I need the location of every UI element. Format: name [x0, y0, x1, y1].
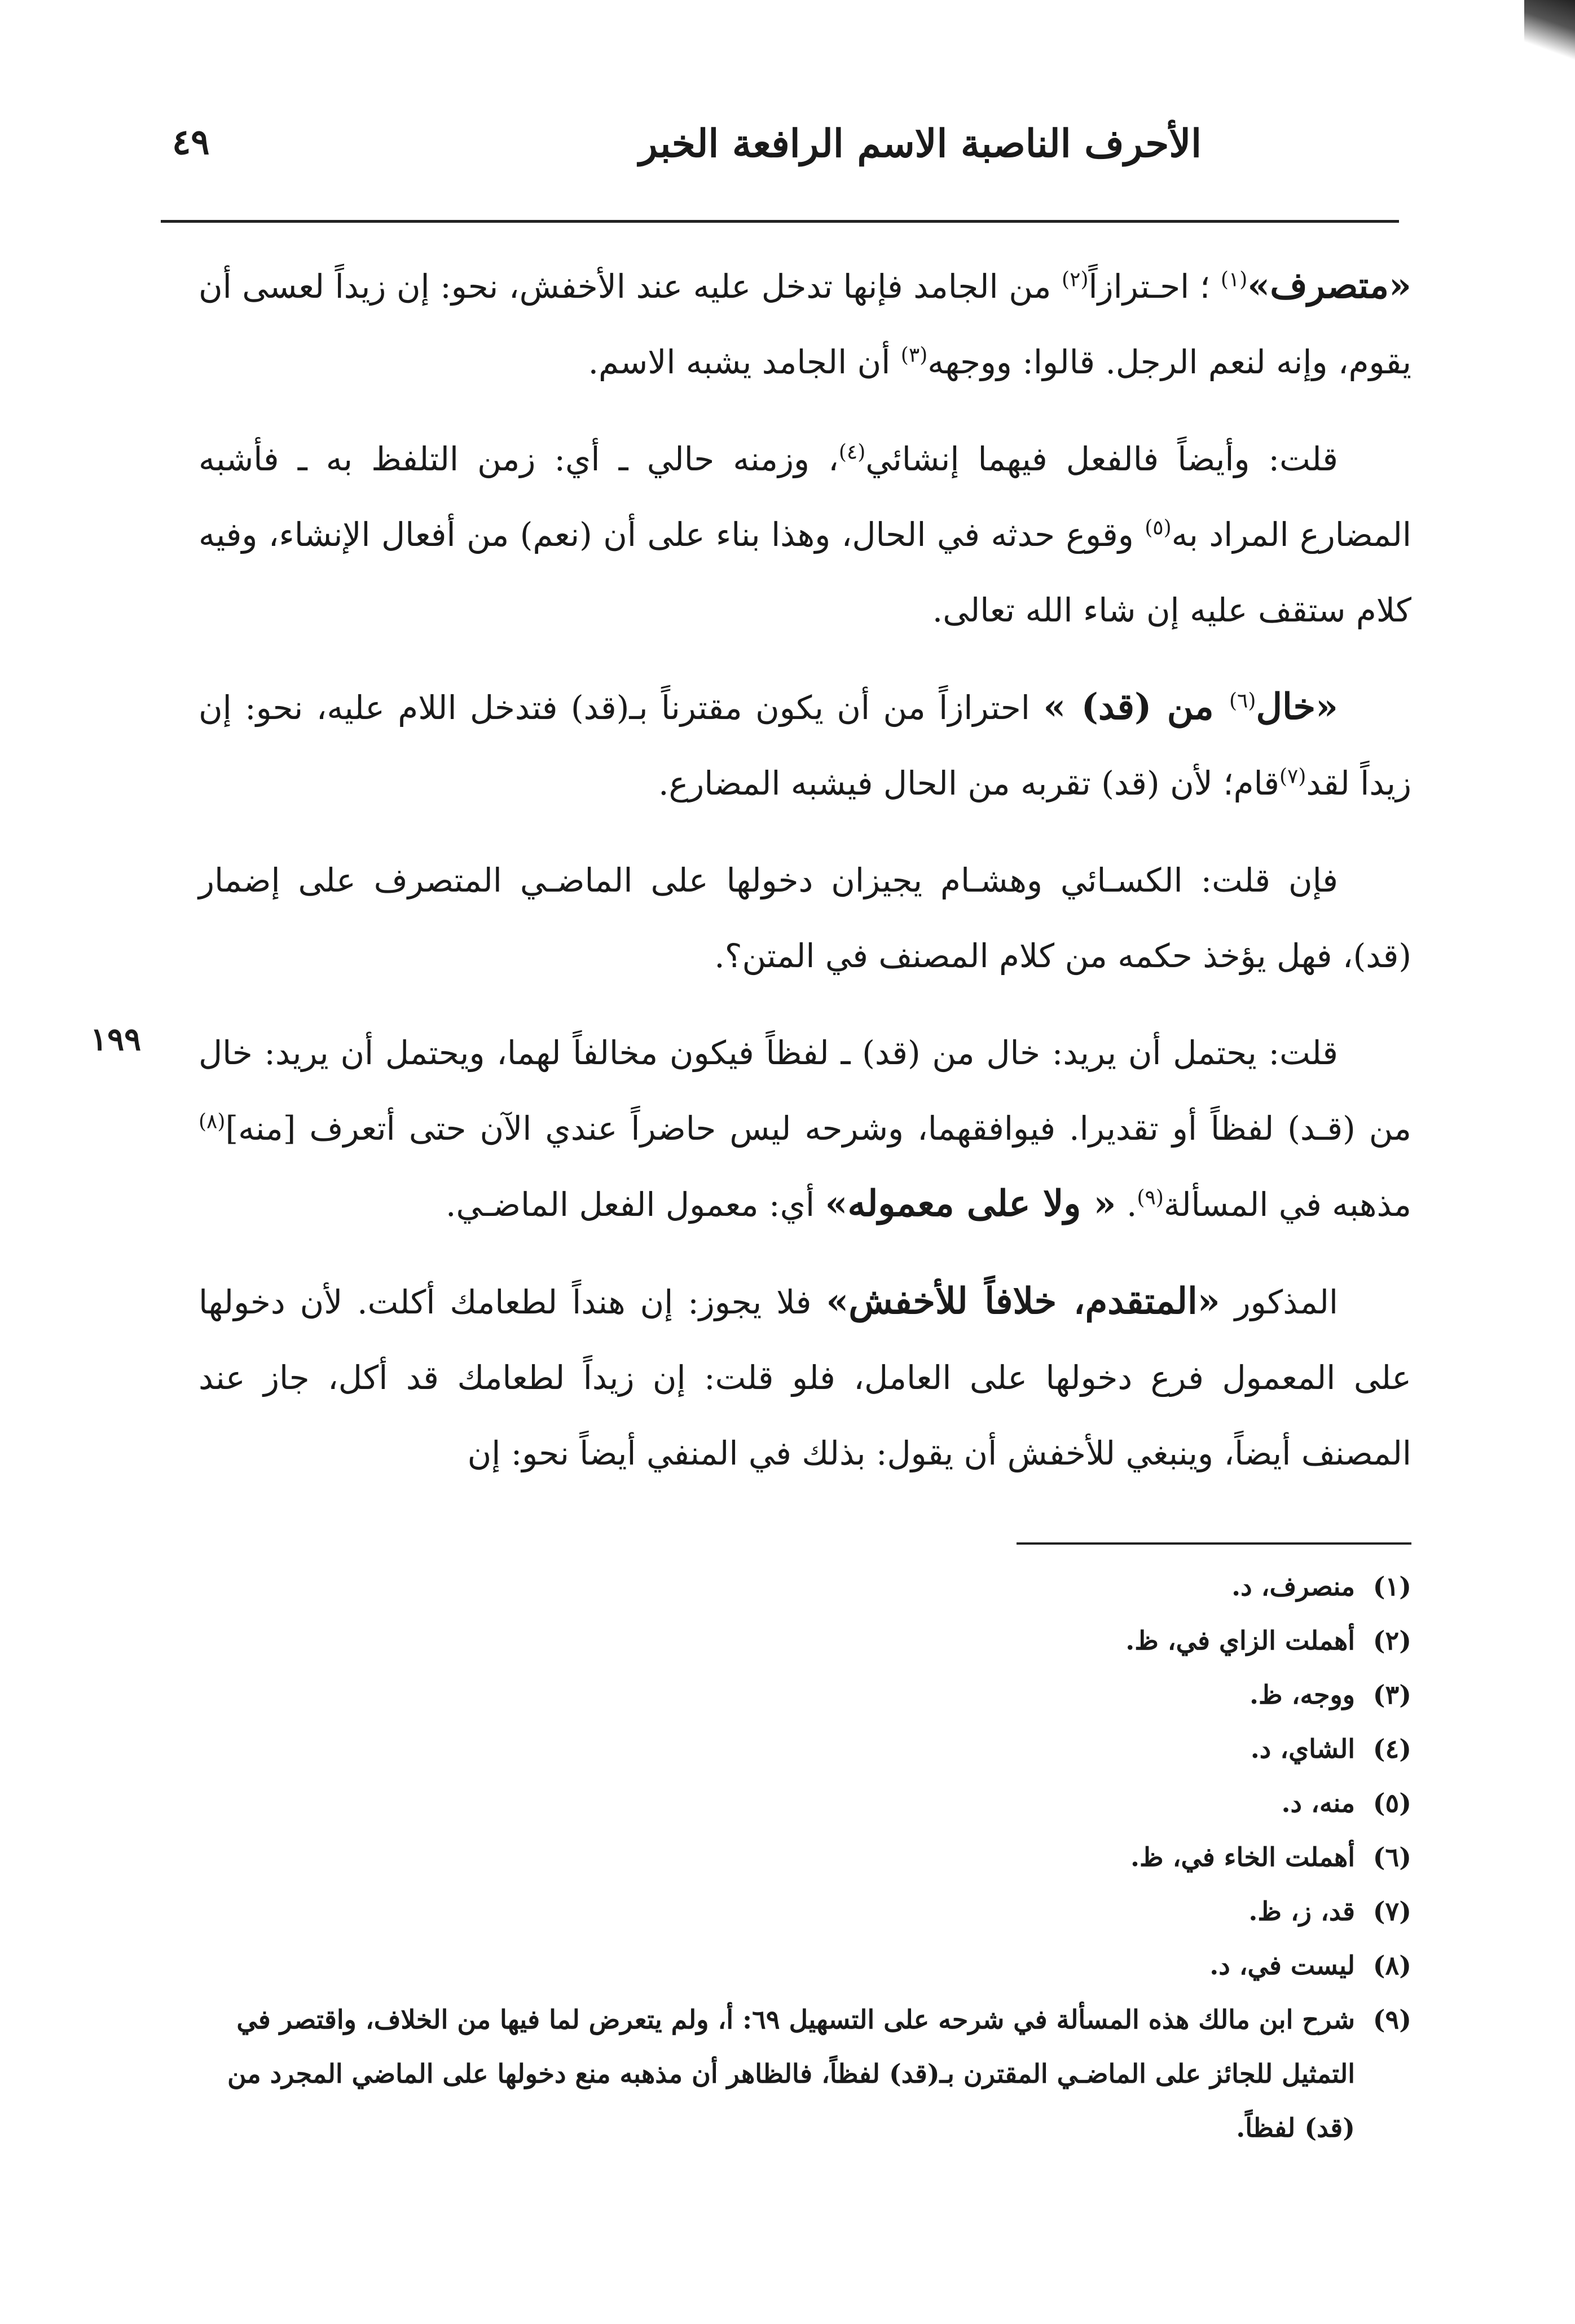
footnote-number: (٧) [1372, 1896, 1411, 1926]
footnote [199, 1776, 1411, 1830]
footnote-ref: (٢) [1062, 268, 1089, 292]
footnote-ref: (١) [1220, 268, 1248, 292]
footnote-text: منصرف، د. [1231, 1571, 1355, 1602]
footnote [199, 1668, 1411, 1722]
paragraph-text: قام؛ لأن (قد) تقربه من الحال فيشبه المضارع. [658, 764, 1279, 802]
footnote [199, 1613, 1411, 1668]
footnote [199, 1992, 1411, 2155]
footnote-text: أهملت الخاء في، ظ. [1130, 1842, 1355, 1872]
bold-term: «المتقدم، خلافاً للأخفش» [826, 1280, 1220, 1322]
paragraph-text: مذهبه في المسألة [1163, 1185, 1411, 1224]
paragraph-text: ، وزمنه حالي ـ أي: زمن التلفظ به ـ فأشبه المضارع المراد به [199, 440, 1411, 554]
paragraph-text: أن الجامد يشبه الاسم. [588, 343, 901, 381]
header-rule [161, 220, 1399, 223]
footnote-ref: (٤) [838, 440, 866, 464]
footnote-number: (٨) [1372, 1950, 1411, 1981]
footnote-text: قد، ز، ظ. [1248, 1896, 1355, 1926]
paragraph-text: من الجامد فإنها تدخل عليه عند الأخفش، نحو: إن زيداً لعسى أن يقوم، وإنه لنعم الرجل. قالوا: ووجهه [199, 267, 1411, 381]
paragraph-text: فإن قلت: الكسـائي وهشـام يجيزان دخولها على الماضـي المتصرف على إضمار (قد)، فهل يؤخذ حكمه من كلام المصنف في المتن؟. [199, 861, 1411, 975]
footnote-number: (٥) [1372, 1788, 1411, 1818]
bold-term: « ولا على معموله» [825, 1183, 1116, 1225]
footnote-text: منه، د. [1281, 1788, 1355, 1818]
paragraph-text: وقوع حدثه في الحال، وهذا بناء على أن (نعم) من أفعال الإنشاء، وفيه كلام ستقف عليه إن شاء الله تعالى. [199, 515, 1411, 629]
running-header [158, 116, 1399, 178]
footnote-ref: (٣) [900, 343, 928, 367]
footnote-ref: (٩) [1137, 1186, 1164, 1210]
scan-corner-mark [1524, 0, 1575, 68]
footnote-number: (١) [1372, 1571, 1411, 1602]
footnote-rule [1017, 1542, 1411, 1545]
paragraph-5 [199, 1015, 1411, 1242]
paragraph-text: قلت: يحتمل أن يريد: خال من (قد) ـ لفظاً فيكون مخالفاً لهما، ويحتمل أن يريد: خال من (قـد) لفظاً أو تقديرا. فيوافقهما، وشرحه ليس حاضراً عندي الآن حتى أتعرف [منه] [199, 1034, 1411, 1148]
footnote [199, 1830, 1411, 1884]
paragraph-text: قلت: وأيضاً فالفعل فيهما إنشائي [865, 440, 1338, 478]
footnote-ref: (٧) [1279, 765, 1306, 788]
footnote-text: شرح ابن مالك هذه المسألة في شرحه على التسهيل ٦٩: أ، ولم يتعرض لما فيها من الخلاف، واقتصر في التمثيل للجائز على الماضـي المقترن بـ(قد) لفظاً، فالظاهر أن مذهبه منع دخولها على الماضي المجرد من (قد) لفظاً. [227, 2004, 1355, 2143]
footnote [199, 1884, 1411, 1938]
paragraph-text: المذكور [1220, 1283, 1338, 1321]
paragraph-text: . [1116, 1185, 1137, 1224]
paragraph-6 [199, 1264, 1411, 1491]
page-number: ٤٩ [172, 121, 210, 162]
paragraph-3 [199, 669, 1411, 821]
footnote-number: (٩) [1372, 2004, 1411, 2035]
margin-page-reference: ١٩٩ [90, 1021, 142, 1058]
bold-term: «متصرف» [1247, 264, 1411, 307]
footnote-number: (٦) [1372, 1842, 1411, 1872]
paragraph-text: فلا يجوز: إن هنداً لطعامك أكلت. لأن دخولها على المعمول فرع دخولها على العامل، فلو قلت: إن زيداً لطعامك قد أكل، جاز عند المصنف أيضاً، وينبغي للأخفش أن يقول: بذلك في المنفي أيضاً نحو: إن [199, 1283, 1411, 1472]
paragraph-text: ؛ احـترازاً [1088, 267, 1221, 306]
footnote [199, 1938, 1411, 1992]
footnote-number: (٢) [1372, 1625, 1411, 1656]
footnote-text: أهملت الزاي في، ظ. [1125, 1625, 1355, 1656]
bold-term: من (قد) » [1043, 686, 1229, 728]
bold-term: «خال [1256, 686, 1338, 728]
paragraph-text: أي: معمول الفعل الماضـي. [446, 1185, 825, 1224]
footnote-text: ووجه، ظ. [1250, 1679, 1355, 1710]
paragraph-2 [199, 421, 1411, 648]
footnote-number: (٣) [1372, 1679, 1411, 1710]
footnote-ref: (٨) [199, 1110, 226, 1134]
footnote-ref: (٥) [1145, 516, 1172, 540]
footnotes [199, 1559, 1411, 2155]
footnote-ref: (٦) [1229, 689, 1256, 713]
footnote [199, 1559, 1411, 1613]
running-header-title: الأحرف الناصبة الاسم الرافعة الخبر [639, 121, 1202, 166]
main-text [199, 248, 1411, 1512]
footnote-number: (٤) [1372, 1734, 1411, 1764]
footnote [199, 1722, 1411, 1776]
footnote-text: ليست في، د. [1209, 1950, 1355, 1981]
footnote-text: الشاي، د. [1250, 1734, 1355, 1764]
paragraph-1 [199, 248, 1411, 400]
paragraph-4 [199, 843, 1411, 994]
paragraph-text: احترازاً من أن يكون مقترناً بـ(قد) فتدخل اللام عليه، نحو: إن زيداً لقد [199, 689, 1411, 802]
